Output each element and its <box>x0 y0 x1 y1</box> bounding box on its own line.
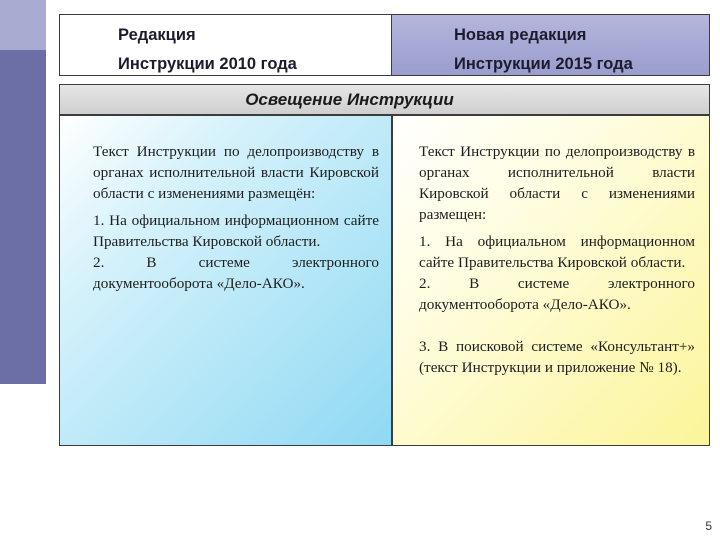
header-new-line1: Новая редакция <box>453 26 587 44</box>
header-old-line2: Инструкции 2010 года <box>118 55 297 73</box>
new-edition-intro: Текст Инструкции по делопроизводству в органах исполнительной власти Кировской области с изменениями размещен: <box>419 143 695 223</box>
page-number: 5 <box>705 519 712 533</box>
old-edition-item-1: 1. На официальном информационном сайте Правительства Кировской области. <box>93 212 379 250</box>
decorative-side-bar <box>0 0 46 384</box>
decorative-side-bar-top <box>0 0 46 50</box>
comparison-header <box>59 14 710 76</box>
header-old-line1: Редакция <box>118 26 196 44</box>
new-edition-item-1: 1. На официальном информационном сайте Правительства Кировской области. <box>419 233 695 271</box>
new-edition-item-3: 3. В поисковой системе «Консультант+» (текст Инструкции и приложение № 18). <box>419 338 695 376</box>
old-edition-item-2: 2. В системе электронного документооборота «Дело-АКО». <box>93 254 379 292</box>
new-edition-panel <box>392 115 710 446</box>
section-title: Освещение Инструкции <box>59 84 710 115</box>
old-edition-intro: Текст Инструкции по делопроизводству в органах исполнительной власти Кировской области с изменениями размещён: <box>93 143 379 202</box>
new-edition-item-2: 2. В системе электронного документооборота «Дело-АКО». <box>419 275 695 313</box>
old-edition-panel <box>59 115 392 446</box>
header-old-edition <box>60 15 392 75</box>
header-new-line2: Инструкции 2015 года <box>453 55 633 73</box>
spacer <box>419 315 695 336</box>
header-new-edition <box>392 15 709 75</box>
